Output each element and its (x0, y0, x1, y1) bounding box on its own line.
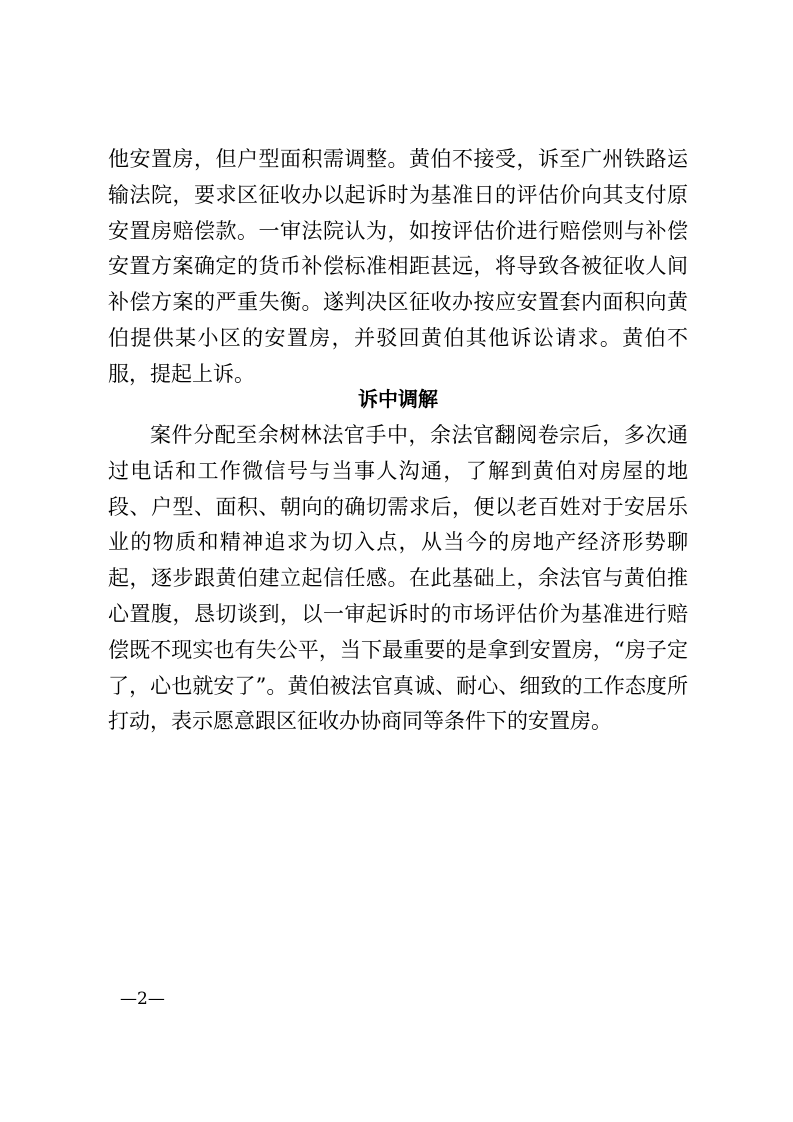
page-number: —2— (120, 989, 165, 1009)
section-heading: 诉中调解 (358, 387, 438, 411)
paragraph-case-background: 他安置房，但户型面积需调整。黄伯不接受，诉至广州铁路运输法院，要求区征收办以起诉时为基准日的评估价向其支付原安置房赔偿款。一审法院认为，如按评估价进行赔偿则与补偿安置方案确定的货币补偿标准相距甚远，将导致各被征收人间补偿方案的严重失衡。遂判决区征收办按应安置套内面积向黄伯提供某小区的安置房，并驳回黄伯其他诉讼请求。黄伯不服，提起上诉。 (108, 147, 688, 386)
paragraph-mediation: 案件分配至余树林法官手中，余法官翻阅卷宗后，多次通过电话和工作微信号与当事人沟通，了解到黄伯对房屋的地段、户型、面积、朝向的确切需求后，便以老百姓对于安居乐业的物质和精神追求为切入点，从当今的房地产经济形势聊起，逐步跟黄伯建立起信任感。在此基础上，余法官与黄伯推心置腹，恳切谈到，以一审起诉时的市场评估价为基准进行赔偿既不现实也有失公平，当下最重要的是拿到安置房，“房子定了，心也就安了”。黄伯被法官真诚、耐心、细致的工作态度所打动，表示愿意跟区征收办协商同等条件下的安置房。 (108, 423, 688, 734)
